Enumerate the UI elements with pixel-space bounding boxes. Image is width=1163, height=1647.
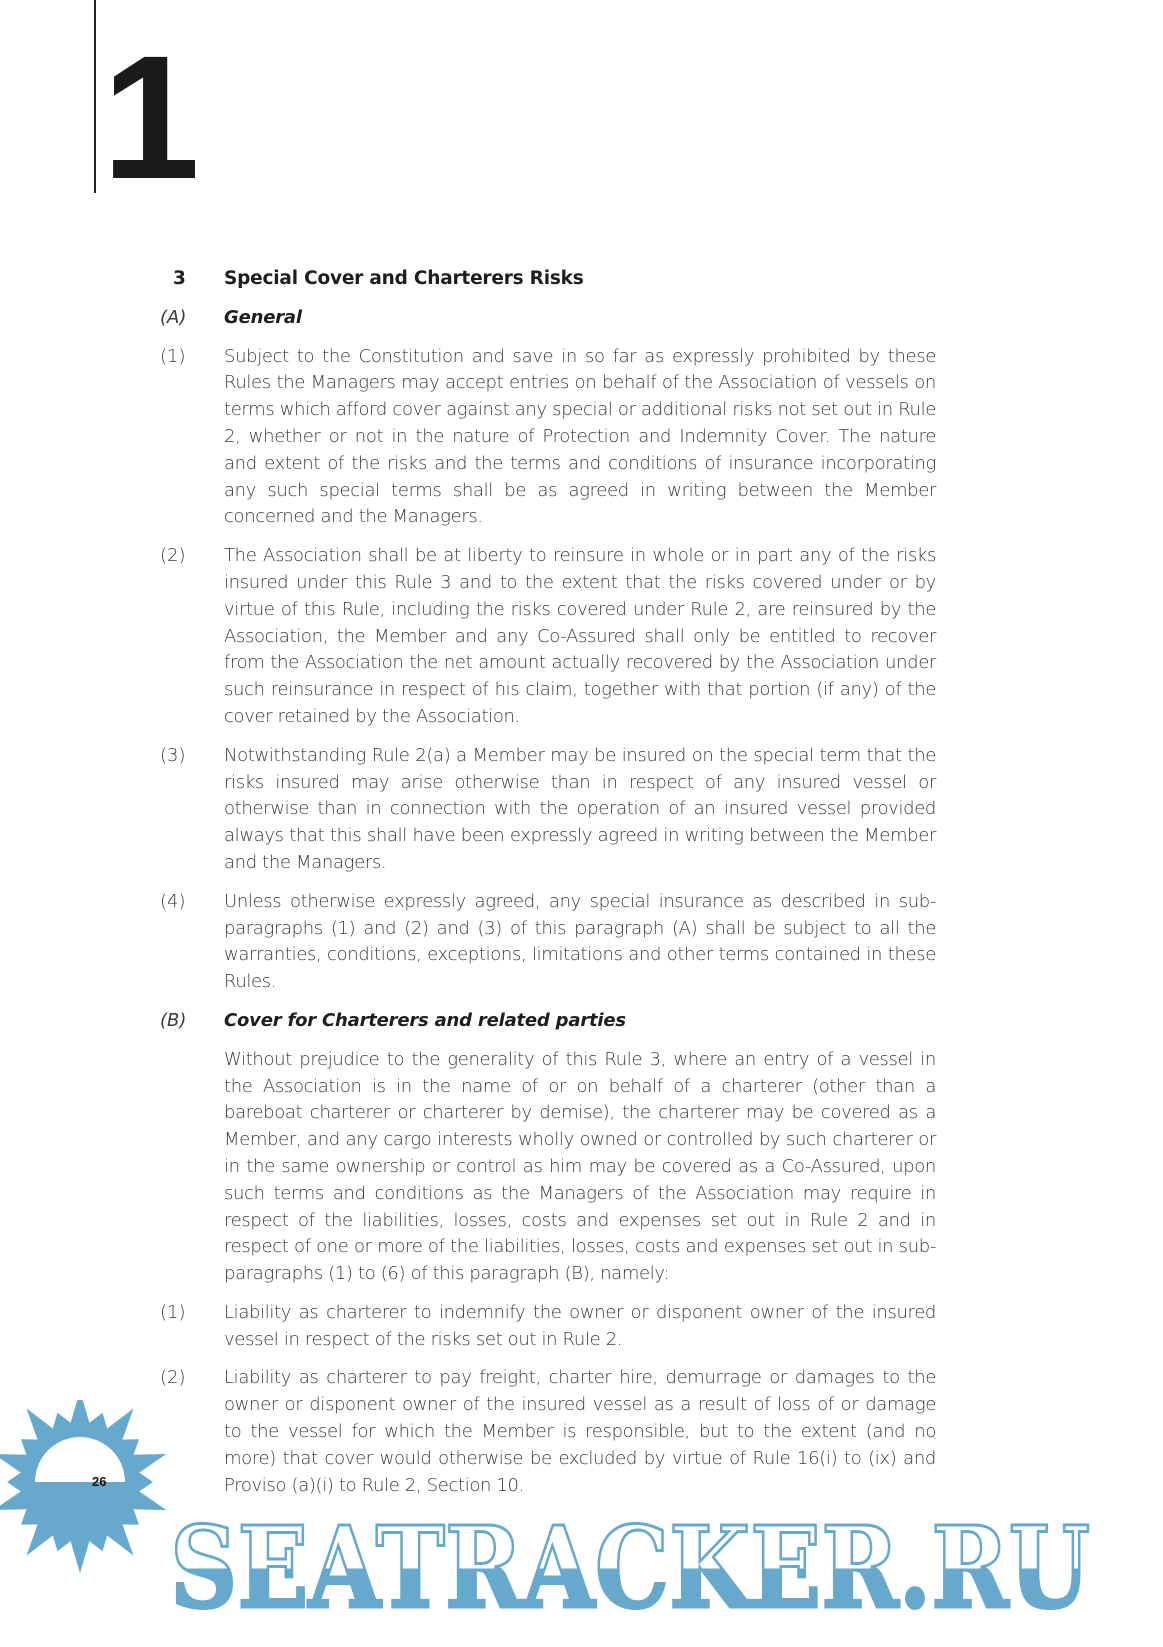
paragraph-text: The Association shall be at liberty to reinsure in whole or in part any of the risks insured under this Rule 3 and to the extent that the risks covered under or by virtue of this Rule, including the risks covered under Rule 2, are reinsured by the Association, the Member and any Co-Assured shall only be entitled to recover from the Association the net amount actually recovered by the Association under such reinsurance in respect of his claim, together with that portion (if any) of the cover retained by the Association. — [224, 545, 936, 727]
sun-rays — [0, 1400, 167, 1573]
document-body — [160, 266, 936, 1511]
paragraph-label: (1) — [160, 1301, 186, 1323]
paragraph — [160, 543, 936, 731]
paragraph — [160, 344, 936, 532]
paragraph — [160, 743, 936, 877]
subsection-heading — [160, 1008, 936, 1035]
section-number: 3 — [173, 268, 186, 289]
paragraph-text: Without prejudice to the generality of this Rule 3, where an entry of a vessel in the Association is in the name of or on behalf of a charterer (other than a bareboat charterer or charterer by demise), the charterer may be covered as a Member, and any cargo interests wholly owned or controlled by such charterer or in the same ownership or control as him may be covered as a Co-Assured, upon such terms and conditions as the Managers of the Association may require in respect of the liabilities, losses, costs and expenses set out in Rule 2 and in respect of one or more of the liabilities, losses, costs and expenses set out in sub-paragraphs (1) to (6) of this paragraph (B), namely: — [224, 1048, 936, 1285]
paragraph-label: (4) — [160, 890, 186, 912]
page-number: 26 — [92, 1474, 107, 1489]
subsection-heading — [160, 305, 936, 332]
paragraph-label — [160, 1047, 224, 1288]
paragraph-text: Unless otherwise expressly agreed, any special insurance as described in sub-paragraphs (1) and (2) and (3) of this paragraph (A) shall be subject to all the warranties, conditions, exceptions, limitations and other terms contained in these Rules. — [224, 890, 936, 993]
section-title: Special Cover and Charterers Risks — [224, 268, 584, 289]
paragraph-label: (B) — [160, 1009, 187, 1031]
paragraph-text: Subject to the Constitution and save in so far as expressly prohibited by these Rules the Managers may accept entries on behalf of the Association of vessels on terms which afford cover against any special or additional risks not set out in Rule 2, whether or not in the nature of Protection and Indemnity Cover. The nature and extent of the risks and the terms and conditions of insurance incorporating any such special terms shall be as agreed in writing between the Member concerned and the Managers. — [224, 345, 936, 528]
paragraph — [160, 1047, 936, 1288]
paragraph-text: Cover for Charterers and related parties — [224, 1009, 626, 1031]
paragraph-label: (1) — [160, 345, 186, 367]
paragraph — [160, 1300, 936, 1354]
sun-icon — [0, 1400, 167, 1573]
paragraph-label: (3) — [160, 744, 186, 766]
paragraph-label: (2) — [160, 545, 186, 567]
chapter-rule — [94, 0, 96, 193]
paragraph-label: (A) — [160, 306, 187, 328]
watermark-text: SEATRACKER.RU — [170, 1503, 1090, 1634]
paragraph-text: Liability as charterer to indemnify the owner or disponent owner of the insured vessel in respect of the risks set out in Rule 2. — [224, 1301, 936, 1350]
chapter-number: 1 — [102, 20, 196, 216]
paragraph — [160, 889, 936, 996]
paragraph-label: (2) — [160, 1367, 186, 1389]
paragraph-text: Notwithstanding Rule 2(a) a Member may be insured on the special term that the risks insured may arise otherwise than in respect of any insured vessel or otherwise than in connection with the operation of an insured vessel provided always that this shall have been expressly agreed in writing between the Member and the Managers. — [224, 744, 936, 873]
section-heading — [160, 266, 936, 293]
watermark — [0, 1400, 1163, 1647]
paragraph-text: General — [224, 306, 302, 328]
paragraph-text: Liability as charterer to pay freight, charter hire, demurrage or damages to the owner or disponent owner of the insured vessel as a result of loss of or damage to the vessel for which the Member is responsible, but to the extent (and no more) that cover would otherwise be excluded by virtue of Rule 16(i) to (ix) and Proviso (a)(i) to Rule 2, Section 10. — [224, 1367, 936, 1496]
